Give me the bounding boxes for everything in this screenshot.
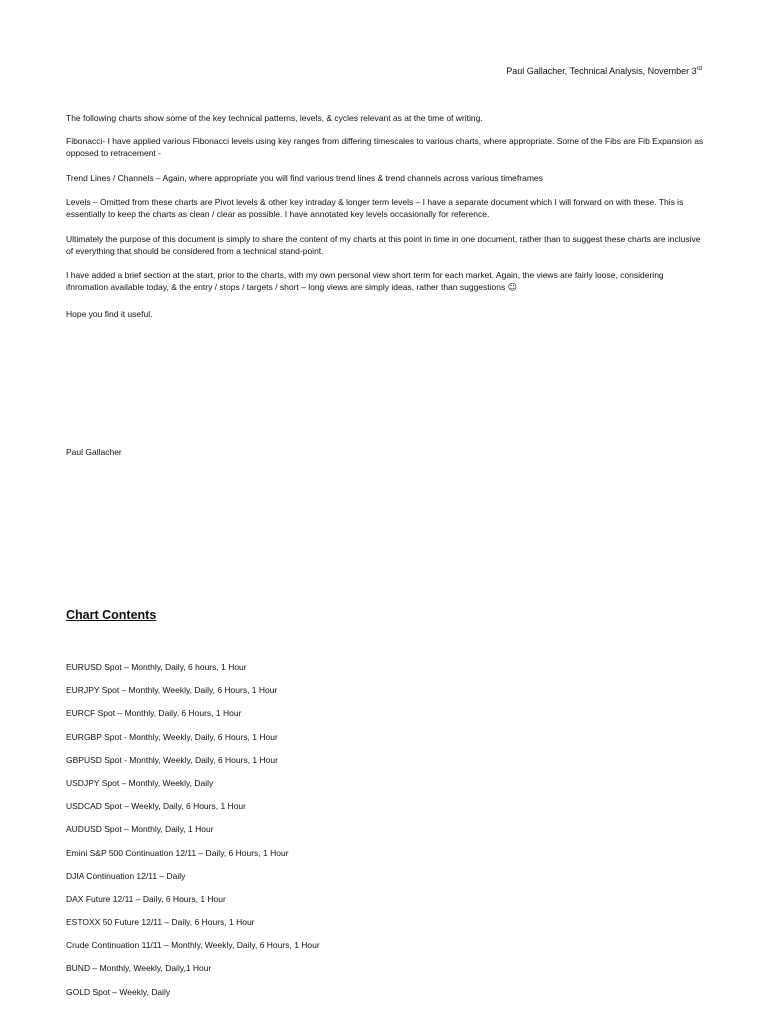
list-item: EURGBP Spot - Monthly, Weekly, Daily, 6 Hours, 1 Hour	[66, 731, 278, 742]
levels-paragraph: Levels – Omitted from these charts are Pivot levels & other key intraday & longer term levels – I have a separate document which I will forward on with these. This is essentially to keep the charts as clean / clear as possible. I have annotated key levels occasionally for reference.	[66, 197, 684, 219]
list-item: GBPUSD Spot - Monthly, Weekly, Daily, 6 Hours, 1 Hour	[66, 754, 278, 765]
list-item: ESTOXX 50 Future 12/11 – Daily, 6 Hours, 1 Hour	[66, 917, 255, 928]
list-item: EURJPY Spot – Monthly, Weekly, Daily, 6 Hours, 1 Hour	[66, 685, 278, 696]
intro-paragraph: The following charts show some of the key technical patterns, levels, & cycles relevant as at the time of writing.	[66, 113, 483, 123]
list-item: EURCF Spot – Monthly, Daily, 6 Hours, 1 Hour	[66, 708, 242, 719]
personal-view-text: I have added a brief section at the start, prior to the charts, with my own personal view short term for each market. Again, the views are fairly loose, considering ifnromation available today, & the entry / stops / targets / short – long views are simply ideas, rather than suggestions	[66, 270, 664, 292]
list-item: AUDUSD Spot – Monthly, Daily, 1 Hour	[66, 824, 214, 835]
header-text: Paul Gallacher, Technical Analysis, November 3	[506, 66, 697, 76]
list-item: Crude Continuation 11/11 – Monthly, Weekly, Daily, 6 Hours, 1 Hour	[66, 940, 320, 951]
list-item: USDCAD Spot – Weekly, Daily, 6 Hours, 1 Hour	[66, 801, 246, 812]
trend-lines-paragraph: Trend Lines / Channels – Again, where appropriate you will find various trend lines & trend channels across various timeframes	[66, 173, 543, 183]
list-item: BUND – Monthly, Weekly, Daily,1 Hour	[66, 963, 212, 974]
list-item: DAX Future 12/11 – Daily, 6 Hours, 1 Hour	[66, 893, 226, 904]
list-item: DJIA Continuation 12/11 – Daily	[66, 870, 186, 881]
personal-view-paragraph	[66, 269, 706, 294]
purpose-paragraph: Ultimately the purpose of this document is simply to share the content of my charts at this point in time in one document, rather than to suggest these charts are inclusive of everything that should be considered from a technical stand-point.	[66, 234, 701, 256]
header-superscript: rd	[696, 66, 702, 72]
smiley-icon: ☺	[507, 283, 518, 293]
chart-contents-list	[66, 661, 320, 1009]
author-signature: Paul Gallacher	[66, 447, 122, 457]
list-item: Emini S&P 500 Continuation 12/11 – Daily, 6 Hours, 1 Hour	[66, 847, 289, 858]
closing-paragraph: Hope you find it useful.	[66, 309, 153, 319]
list-item: GOLD Spot – Weekly, Daily	[66, 986, 171, 997]
document-header	[506, 66, 702, 76]
fibonacci-paragraph: Fibonacci- I have applied various Fibonacci levels using key ranges from differing timescales to various charts, where appropriate. Some of the Fibs are Fib Expansion as opposed to retracement -	[66, 136, 704, 158]
list-item: USDJPY Spot – Monthly, Weekly, Daily	[66, 777, 214, 788]
list-item: EURUSD Spot – Monthly, Daily, 6 hours, 1 Hour	[66, 662, 247, 672]
chart-contents-title: Chart Contents	[66, 608, 157, 622]
